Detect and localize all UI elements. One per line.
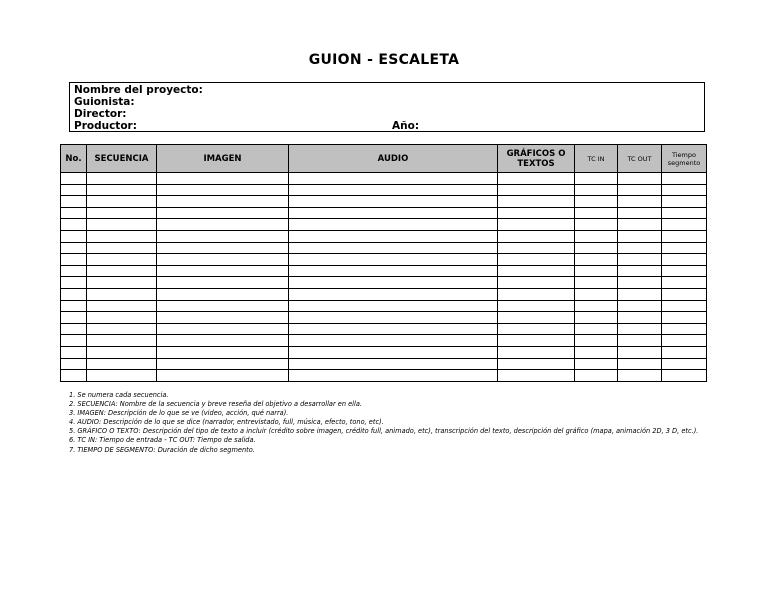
cell-tiempo[interactable]: [662, 277, 707, 289]
cell-tc-in[interactable]: [575, 277, 618, 289]
writer-label: Guionista:: [74, 96, 135, 108]
header-audio: AUDIO: [289, 145, 498, 173]
cell-tiempo[interactable]: [662, 196, 707, 208]
cell-imagen[interactable]: [157, 230, 289, 242]
table-row: [61, 173, 707, 185]
cell-imagen[interactable]: [157, 242, 289, 254]
cell-tc-out[interactable]: [618, 335, 662, 347]
cell-no[interactable]: [61, 265, 87, 277]
cell-no[interactable]: [61, 242, 87, 254]
cell-tc-out[interactable]: [618, 254, 662, 266]
cell-tc-out[interactable]: [618, 184, 662, 196]
cell-graficos[interactable]: [498, 265, 575, 277]
note-item: 2. SECUENCIA: Nombre de la secuencia y breve reseña del objetivo a desarrollar en ella.: [69, 400, 362, 409]
cell-secuencia[interactable]: [87, 219, 157, 231]
table-row: [61, 196, 707, 208]
cell-graficos[interactable]: [498, 300, 575, 312]
cell-audio[interactable]: [289, 173, 498, 185]
cell-tc-out[interactable]: [618, 230, 662, 242]
cell-imagen[interactable]: [157, 346, 289, 358]
table-row: [61, 370, 707, 382]
cell-audio[interactable]: [289, 288, 498, 300]
note-item: 5. GRÁFICO O TEXTO: Descripción del tipo de texto a incluir (crédito sobre imagen, crédito full, animado, etc), transcripción del texto, descripción del gráfico (mapa, animación 2D, 3 D, etc.).: [69, 427, 699, 436]
cell-audio[interactable]: [289, 254, 498, 266]
cell-imagen[interactable]: [157, 323, 289, 335]
cell-secuencia[interactable]: [87, 323, 157, 335]
cell-tc-out[interactable]: [618, 323, 662, 335]
cell-tc-in[interactable]: [575, 265, 618, 277]
cell-tiempo[interactable]: [662, 230, 707, 242]
table-row: [61, 358, 707, 370]
cell-no[interactable]: [61, 219, 87, 231]
director-label: Director:: [74, 108, 127, 120]
cell-no[interactable]: [61, 254, 87, 266]
cell-imagen[interactable]: [157, 265, 289, 277]
cell-tc-in[interactable]: [575, 196, 618, 208]
cell-no[interactable]: [61, 370, 87, 382]
cell-graficos[interactable]: [498, 277, 575, 289]
cell-no[interactable]: [61, 323, 87, 335]
cell-secuencia[interactable]: [87, 358, 157, 370]
cell-tc-in[interactable]: [575, 207, 618, 219]
cell-imagen[interactable]: [157, 184, 289, 196]
cell-tc-in[interactable]: [575, 335, 618, 347]
cell-secuencia[interactable]: [87, 346, 157, 358]
cell-secuencia[interactable]: [87, 196, 157, 208]
cell-audio[interactable]: [289, 230, 498, 242]
cell-graficos[interactable]: [498, 370, 575, 382]
cell-tc-in[interactable]: [575, 242, 618, 254]
note-item: 4. AUDIO: Descripción de lo que se dice (narrador, entrevistado, full, música, efecto, tono, etc).: [69, 418, 384, 427]
table-row: [61, 265, 707, 277]
page-title: GUION - ESCALETA: [308, 52, 460, 68]
cell-graficos[interactable]: [498, 230, 575, 242]
cell-tiempo[interactable]: [662, 242, 707, 254]
cell-audio[interactable]: [289, 196, 498, 208]
cell-imagen[interactable]: [157, 288, 289, 300]
header-tc-out: TC OUT: [618, 145, 662, 173]
cell-no[interactable]: [61, 173, 87, 185]
cell-graficos[interactable]: [498, 207, 575, 219]
cell-tiempo[interactable]: [662, 288, 707, 300]
cell-audio[interactable]: [289, 219, 498, 231]
cell-secuencia[interactable]: [87, 242, 157, 254]
cell-tc-in[interactable]: [575, 288, 618, 300]
cell-tc-out[interactable]: [618, 358, 662, 370]
cell-tiempo[interactable]: [662, 300, 707, 312]
cell-graficos[interactable]: [498, 196, 575, 208]
cell-tc-out[interactable]: [618, 288, 662, 300]
cell-secuencia[interactable]: [87, 184, 157, 196]
cell-no[interactable]: [61, 300, 87, 312]
note-item: 7. TIEMPO DE SEGMENTO: Duración de dicho segmento.: [69, 445, 255, 454]
cell-audio[interactable]: [289, 207, 498, 219]
cell-graficos[interactable]: [498, 254, 575, 266]
writer-row: [74, 96, 704, 108]
cell-secuencia[interactable]: [87, 370, 157, 382]
cell-imagen[interactable]: [157, 358, 289, 370]
cell-graficos[interactable]: [498, 173, 575, 185]
cell-graficos[interactable]: [498, 358, 575, 370]
note-item: 3. IMAGEN: Descripción de lo que se ve (video, acción, qué narra).: [69, 409, 289, 418]
table-row: [61, 335, 707, 347]
cell-imagen[interactable]: [157, 335, 289, 347]
cell-audio[interactable]: [289, 335, 498, 347]
cell-no[interactable]: [61, 288, 87, 300]
project-name-label: Nombre del proyecto:: [74, 84, 203, 96]
cell-tc-out[interactable]: [618, 173, 662, 185]
project-name-row: [74, 84, 704, 96]
cell-secuencia[interactable]: [87, 312, 157, 324]
cell-audio[interactable]: [289, 358, 498, 370]
table-row: [61, 242, 707, 254]
cell-tc-in[interactable]: [575, 184, 618, 196]
cell-tc-in[interactable]: [575, 323, 618, 335]
table-row: [61, 254, 707, 266]
cell-audio[interactable]: [289, 277, 498, 289]
cell-secuencia[interactable]: [87, 300, 157, 312]
cell-tc-out[interactable]: [618, 300, 662, 312]
cell-audio[interactable]: [289, 265, 498, 277]
cell-tc-out[interactable]: [618, 346, 662, 358]
year-label: Año:: [392, 120, 420, 132]
table-row: [61, 346, 707, 358]
cell-graficos[interactable]: [498, 288, 575, 300]
cell-imagen[interactable]: [157, 312, 289, 324]
note-item: 6. TC IN: Tiempo de entrada - TC OUT: Tiempo de salida.: [69, 436, 256, 445]
producer-label: Productor:: [74, 120, 137, 132]
table-row: [61, 323, 707, 335]
cell-tc-out[interactable]: [618, 196, 662, 208]
header-imagen: IMAGEN: [157, 145, 289, 173]
cell-tiempo[interactable]: [662, 370, 707, 382]
director-row: [74, 108, 704, 120]
cell-tc-out[interactable]: [618, 312, 662, 324]
cell-audio[interactable]: [289, 242, 498, 254]
cell-graficos[interactable]: [498, 323, 575, 335]
table-row: [61, 277, 707, 289]
cell-no[interactable]: [61, 358, 87, 370]
cell-tiempo[interactable]: [662, 346, 707, 358]
header-secuencia: SECUENCIA: [87, 145, 157, 173]
cell-tc-in[interactable]: [575, 300, 618, 312]
cell-tiempo[interactable]: [662, 323, 707, 335]
producer-row: [74, 120, 704, 132]
cell-imagen[interactable]: [157, 300, 289, 312]
cell-tc-in[interactable]: [575, 358, 618, 370]
cell-secuencia[interactable]: [87, 277, 157, 289]
note-item: 1. Se numera cada secuencia.: [69, 391, 169, 399]
cell-secuencia[interactable]: [87, 173, 157, 185]
cell-imagen[interactable]: [157, 207, 289, 219]
cell-tiempo[interactable]: [662, 312, 707, 324]
cell-tiempo[interactable]: [662, 184, 707, 196]
cell-tiempo[interactable]: [662, 219, 707, 231]
cell-imagen[interactable]: [157, 219, 289, 231]
cell-tc-out[interactable]: [618, 219, 662, 231]
cell-tiempo[interactable]: [662, 254, 707, 266]
cell-tc-out[interactable]: [618, 207, 662, 219]
table-row: [61, 207, 707, 219]
cell-secuencia[interactable]: [87, 254, 157, 266]
notes-section: [69, 391, 709, 455]
cell-tc-out[interactable]: [618, 242, 662, 254]
cell-graficos[interactable]: [498, 242, 575, 254]
cell-no[interactable]: [61, 277, 87, 289]
cell-no[interactable]: [61, 335, 87, 347]
cell-audio[interactable]: [289, 184, 498, 196]
cell-tiempo[interactable]: [662, 265, 707, 277]
cell-imagen[interactable]: [157, 370, 289, 382]
cell-audio[interactable]: [289, 312, 498, 324]
cell-tc-out[interactable]: [618, 370, 662, 382]
cell-tiempo[interactable]: [662, 335, 707, 347]
cell-audio[interactable]: [289, 370, 498, 382]
table-body: [61, 173, 707, 382]
header-tc-in: TC IN: [575, 145, 618, 173]
cell-secuencia[interactable]: [87, 265, 157, 277]
cell-graficos[interactable]: [498, 312, 575, 324]
script-table: [60, 144, 707, 382]
cell-imagen[interactable]: [157, 277, 289, 289]
cell-no[interactable]: [61, 346, 87, 358]
cell-graficos[interactable]: [498, 335, 575, 347]
table-row: [61, 312, 707, 324]
cell-tc-in[interactable]: [575, 312, 618, 324]
table-row: [61, 288, 707, 300]
header-tiempo-segmento: Tiempo segmento: [662, 145, 707, 173]
cell-secuencia[interactable]: [87, 288, 157, 300]
cell-tc-in[interactable]: [575, 230, 618, 242]
cell-secuencia[interactable]: [87, 335, 157, 347]
table-row: [61, 300, 707, 312]
cell-audio[interactable]: [289, 300, 498, 312]
header-graficos: GRÁFICOS O TEXTOS: [498, 145, 575, 173]
cell-graficos[interactable]: [498, 219, 575, 231]
cell-tc-in[interactable]: [575, 219, 618, 231]
header-no: No.: [61, 145, 87, 173]
cell-audio[interactable]: [289, 346, 498, 358]
cell-no[interactable]: [61, 312, 87, 324]
table-row: [61, 230, 707, 242]
cell-tc-out[interactable]: [618, 265, 662, 277]
cell-no[interactable]: [61, 230, 87, 242]
cell-no[interactable]: [61, 207, 87, 219]
project-info-box: [69, 82, 705, 132]
cell-tiempo[interactable]: [662, 358, 707, 370]
cell-tc-in[interactable]: [575, 173, 618, 185]
cell-secuencia[interactable]: [87, 230, 157, 242]
table-header-row: [61, 145, 707, 173]
cell-tc-out[interactable]: [618, 277, 662, 289]
cell-tc-in[interactable]: [575, 370, 618, 382]
cell-graficos[interactable]: [498, 346, 575, 358]
table-row: [61, 184, 707, 196]
cell-tc-in[interactable]: [575, 254, 618, 266]
cell-no[interactable]: [61, 196, 87, 208]
cell-imagen[interactable]: [157, 173, 289, 185]
cell-audio[interactable]: [289, 323, 498, 335]
cell-imagen[interactable]: [157, 254, 289, 266]
cell-tiempo[interactable]: [662, 207, 707, 219]
cell-tiempo[interactable]: [662, 173, 707, 185]
cell-tc-in[interactable]: [575, 346, 618, 358]
cell-graficos[interactable]: [498, 184, 575, 196]
cell-secuencia[interactable]: [87, 207, 157, 219]
cell-no[interactable]: [61, 184, 87, 196]
table-row: [61, 219, 707, 231]
cell-imagen[interactable]: [157, 196, 289, 208]
